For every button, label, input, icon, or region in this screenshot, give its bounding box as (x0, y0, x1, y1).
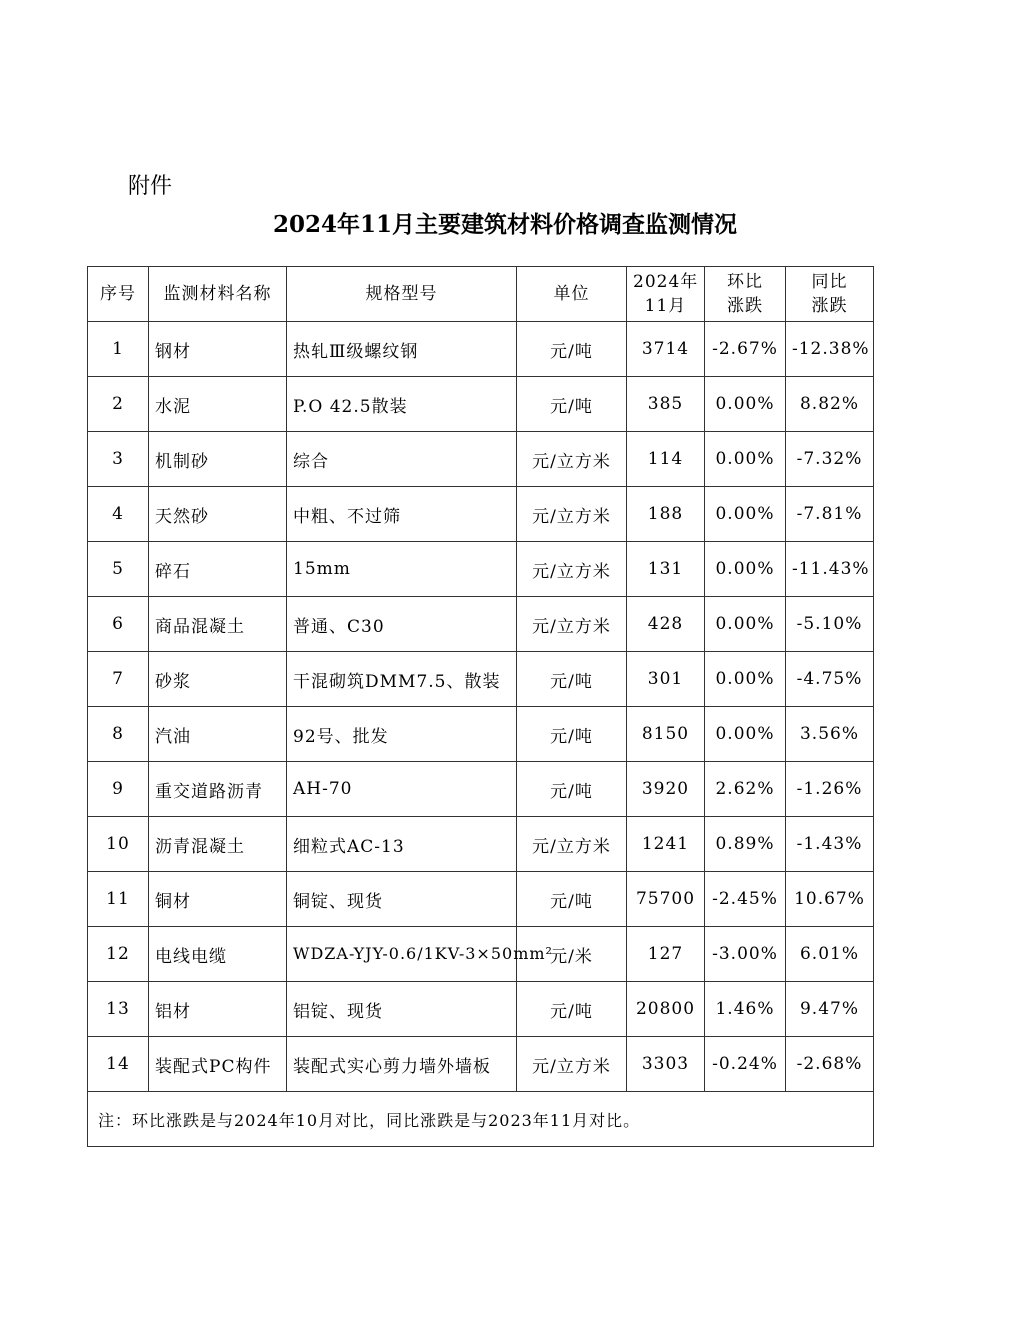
cell-spec: 铝锭、现货 (287, 982, 517, 1037)
cell-price: 385 (627, 377, 705, 432)
cell-unit: 元/立方米 (517, 432, 627, 487)
cell-name: 天然砂 (149, 487, 287, 542)
cell-yoy: 10.67% (786, 872, 874, 927)
cell-mom: -2.67% (705, 322, 786, 377)
cell-unit: 元/吨 (517, 322, 627, 377)
cell-unit: 元/米 (517, 927, 627, 982)
cell-seq: 4 (88, 487, 149, 542)
header-price-line1: 2024年 (633, 272, 699, 292)
cell-mom: 2.62% (705, 762, 786, 817)
header-mom-line1: 环比 (727, 272, 763, 292)
header-mom-line2: 涨跌 (727, 296, 763, 316)
cell-spec: AH-70 (287, 762, 517, 817)
cell-mom: 0.00% (705, 597, 786, 652)
cell-mom: 0.00% (705, 432, 786, 487)
cell-name: 重交道路沥青 (149, 762, 287, 817)
cell-name: 汽油 (149, 707, 287, 762)
cell-name: 商品混凝土 (149, 597, 287, 652)
document-title: 2024年11月主要建筑材料价格调查监测情况 (272, 211, 738, 238)
cell-mom: -3.00% (705, 927, 786, 982)
cell-yoy: -5.10% (786, 597, 874, 652)
cell-name: 铝材 (149, 982, 287, 1037)
table-row (88, 707, 874, 762)
cell-yoy: 6.01% (786, 927, 874, 982)
cell-yoy: -12.38% (786, 322, 874, 377)
cell-spec: 综合 (287, 432, 517, 487)
table-row (88, 322, 874, 377)
header-name: 监测材料名称 (149, 267, 287, 322)
cell-name: 碎石 (149, 542, 287, 597)
cell-seq: 5 (88, 542, 149, 597)
cell-mom: 0.00% (705, 707, 786, 762)
cell-seq: 8 (88, 707, 149, 762)
cell-price: 188 (627, 487, 705, 542)
cell-name: 机制砂 (149, 432, 287, 487)
cell-price: 1241 (627, 817, 705, 872)
cell-spec: 15mm (287, 542, 517, 597)
cell-seq: 3 (88, 432, 149, 487)
cell-unit: 元/吨 (517, 872, 627, 927)
cell-yoy: -7.32% (786, 432, 874, 487)
cell-unit: 元/立方米 (517, 487, 627, 542)
cell-seq: 9 (88, 762, 149, 817)
cell-price: 3303 (627, 1037, 705, 1092)
table-note: 注：环比涨跌是与2024年10月对比，同比涨跌是与2023年11月对比。 (88, 1092, 874, 1147)
cell-price: 8150 (627, 707, 705, 762)
cell-yoy: -7.81% (786, 487, 874, 542)
cell-yoy: -1.43% (786, 817, 874, 872)
cell-seq: 11 (88, 872, 149, 927)
cell-yoy: -2.68% (786, 1037, 874, 1092)
cell-mom: 0.00% (705, 487, 786, 542)
table-row (88, 817, 874, 872)
price-table (87, 266, 874, 1147)
cell-unit: 元/立方米 (517, 1037, 627, 1092)
table-row (88, 597, 874, 652)
cell-yoy: 9.47% (786, 982, 874, 1037)
cell-price: 131 (627, 542, 705, 597)
cell-seq: 12 (88, 927, 149, 982)
cell-price: 20800 (627, 982, 705, 1037)
cell-seq: 10 (88, 817, 149, 872)
cell-yoy: 3.56% (786, 707, 874, 762)
cell-price: 127 (627, 927, 705, 982)
cell-spec: 铜锭、现货 (287, 872, 517, 927)
cell-price: 428 (627, 597, 705, 652)
cell-unit: 元/吨 (517, 707, 627, 762)
cell-name: 装配式PC构件 (149, 1037, 287, 1092)
cell-spec: 普通、C30 (287, 597, 517, 652)
table-row (88, 542, 874, 597)
header-yoy (786, 267, 874, 322)
cell-yoy: -4.75% (786, 652, 874, 707)
cell-yoy: 8.82% (786, 377, 874, 432)
cell-spec: 装配式实心剪力墙外墙板 (287, 1037, 517, 1092)
table-row (88, 927, 874, 982)
cell-seq: 7 (88, 652, 149, 707)
cell-unit: 元/吨 (517, 377, 627, 432)
cell-name: 电线电缆 (149, 927, 287, 982)
cell-seq: 6 (88, 597, 149, 652)
header-price (627, 267, 705, 322)
cell-mom: -2.45% (705, 872, 786, 927)
cell-spec: 细粒式AC-13 (287, 817, 517, 872)
cell-yoy: -11.43% (786, 542, 874, 597)
cell-unit: 元/立方米 (517, 597, 627, 652)
cell-spec: P.O 42.5散装 (287, 377, 517, 432)
cell-unit: 元/吨 (517, 982, 627, 1037)
cell-name: 铜材 (149, 872, 287, 927)
cell-price: 75700 (627, 872, 705, 927)
cell-unit: 元/立方米 (517, 542, 627, 597)
cell-seq: 13 (88, 982, 149, 1037)
cell-price: 114 (627, 432, 705, 487)
table-row (88, 377, 874, 432)
cell-unit: 元/吨 (517, 762, 627, 817)
cell-name: 沥青混凝土 (149, 817, 287, 872)
cell-unit: 元/吨 (517, 652, 627, 707)
table-header-row (88, 267, 874, 322)
header-unit: 单位 (517, 267, 627, 322)
cell-mom: 0.00% (705, 542, 786, 597)
cell-seq: 14 (88, 1037, 149, 1092)
cell-yoy: -1.26% (786, 762, 874, 817)
cell-unit: 元/立方米 (517, 817, 627, 872)
table-row (88, 487, 874, 542)
cell-seq: 1 (88, 322, 149, 377)
header-yoy-line1: 同比 (811, 272, 848, 292)
note-row (88, 1092, 874, 1147)
cell-mom: 1.46% (705, 982, 786, 1037)
cell-price: 3920 (627, 762, 705, 817)
cell-spec: 中粗、不过筛 (287, 487, 517, 542)
table-row (88, 872, 874, 927)
table-row (88, 762, 874, 817)
table-row (88, 652, 874, 707)
cell-name: 水泥 (149, 377, 287, 432)
header-yoy-line2: 涨跌 (811, 296, 848, 316)
cell-price: 301 (627, 652, 705, 707)
table-row (88, 982, 874, 1037)
cell-spec: 干混砌筑DMM7.5、散装 (287, 652, 517, 707)
cell-mom: 0.00% (705, 652, 786, 707)
cell-mom: 0.89% (705, 817, 786, 872)
table-row (88, 1037, 874, 1092)
table-row (88, 432, 874, 487)
cell-name: 砂浆 (149, 652, 287, 707)
attachment-label: 附件 (128, 174, 173, 199)
cell-seq: 2 (88, 377, 149, 432)
header-price-line2: 11月 (644, 296, 687, 316)
header-spec: 规格型号 (287, 267, 517, 322)
cell-price: 3714 (627, 322, 705, 377)
header-mom (705, 267, 786, 322)
header-seq: 序号 (88, 267, 149, 322)
cell-spec: WDZA-YJY-0.6/1KV-3×50mm² (287, 927, 517, 982)
cell-mom: 0.00% (705, 377, 786, 432)
cell-spec: 热轧Ⅲ级螺纹钢 (287, 322, 517, 377)
cell-spec: 92号、批发 (287, 707, 517, 762)
cell-name: 钢材 (149, 322, 287, 377)
cell-mom: -0.24% (705, 1037, 786, 1092)
